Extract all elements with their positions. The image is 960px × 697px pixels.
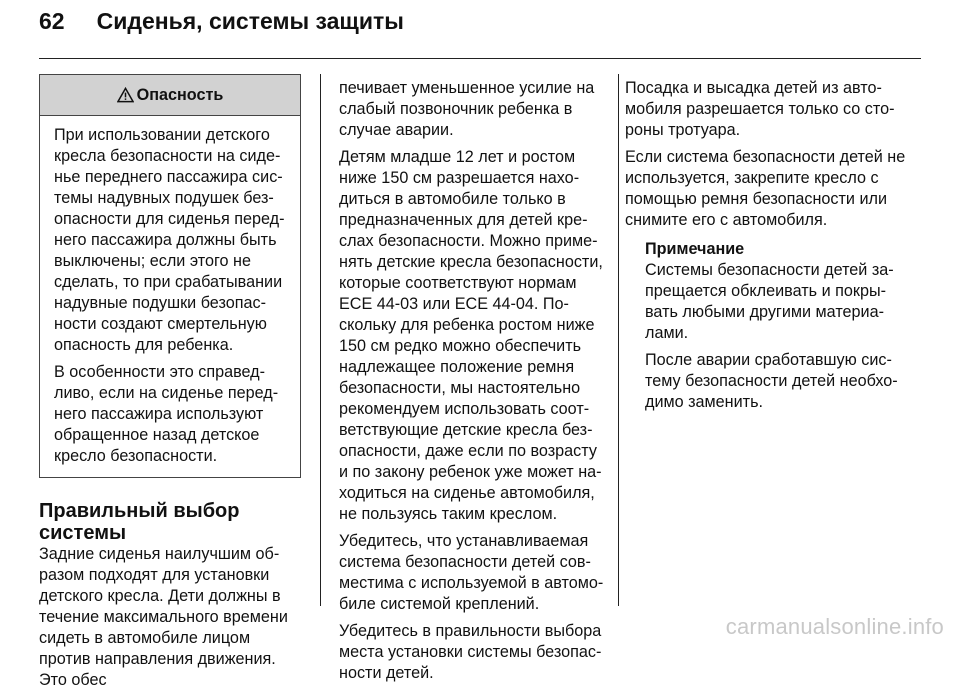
warning-title: Опасность bbox=[136, 85, 224, 104]
body-paragraph: Задние сиденья наилучшим образом подходят для установки детского кресла. Дети должны в течение максимального времени сидеть в автомобиле лицом против направления движения. Это обес bbox=[39, 545, 288, 689]
page-number: 62 bbox=[39, 8, 65, 34]
column-3 bbox=[625, 78, 910, 419]
note-paragraph: Системы безопасности детей запрещается обклеивать и покрывать любыми другими материалами. bbox=[645, 261, 894, 342]
page-title: Сиденья, системы защиты bbox=[96, 8, 404, 34]
warning-header bbox=[40, 75, 300, 116]
column-divider-2 bbox=[618, 74, 619, 606]
body-paragraph: Посадка и высадка детей из автомобиля разрешается только со стороны тротуара. bbox=[625, 79, 895, 139]
section-heading: Правильный выбор системы bbox=[39, 500, 240, 544]
warning-paragraph: При использовании детского кресла безопасности на сиденье переднего пассажира системы надувных подушек безопасности для сиденья переднего пассажира должны быть выключены; если этого не сделать, то при срабатывании надувные подушки безопасности создают смертельную опасность для ребенка. bbox=[54, 126, 285, 354]
body-paragraph: Убедитесь в правильности выбора места установки системы безопасности детей. bbox=[339, 622, 602, 682]
warning-body bbox=[40, 116, 300, 477]
body-paragraph: Убедитесь, что устанавливаемая система безопасности детей совместима с используемой в автомобиле системой креплений. bbox=[339, 532, 604, 613]
column-divider-1 bbox=[320, 74, 321, 606]
watermark: carmanualsonline.info bbox=[725, 614, 944, 639]
page-header bbox=[39, 8, 404, 42]
note-paragraph: После аварии сработавшую систему безопасности детей необходимо заменить. bbox=[645, 351, 898, 411]
warning-triangle-icon bbox=[117, 87, 134, 103]
body-paragraph: печивает уменьшенное усилие на слабый позвоночник ребенка в случае аварии. bbox=[339, 79, 595, 139]
warning-box bbox=[39, 74, 301, 478]
body-paragraph: Если система безопасности детей не используется, закрепите кресло с помощью ремня безопасности или снимите его с автомобиля. bbox=[625, 148, 906, 229]
note-title: Примечание bbox=[645, 240, 745, 258]
column-2 bbox=[339, 78, 606, 690]
header-divider bbox=[39, 58, 921, 59]
body-paragraph: Детям младше 12 лет и ростом ниже 150 см разрешается находиться в автомобиле только в предназначенных для детей креслах безопасности. Можно применять детские кресла безопасности, которые соответствуют нормам ECE 44-03 или ECE 44-04. Поскольку для ребенка ростом ниже 150 см редко можно обеспечить надлежащее положение ремня безопасности, мы настоятельно рекомендуем использовать соответствующие детские кресла безопасности, даже если по возрасту и по закону ребенок уже может находиться на сиденье автомобиля, не пользуясь таким креслом. bbox=[339, 148, 603, 523]
note-block bbox=[625, 239, 910, 413]
warning-paragraph: В особенности это справедливо, если на сиденье переднего пассажира используют обращенное назад детское кресло безопасности. bbox=[54, 363, 279, 465]
column-1 bbox=[39, 74, 301, 697]
